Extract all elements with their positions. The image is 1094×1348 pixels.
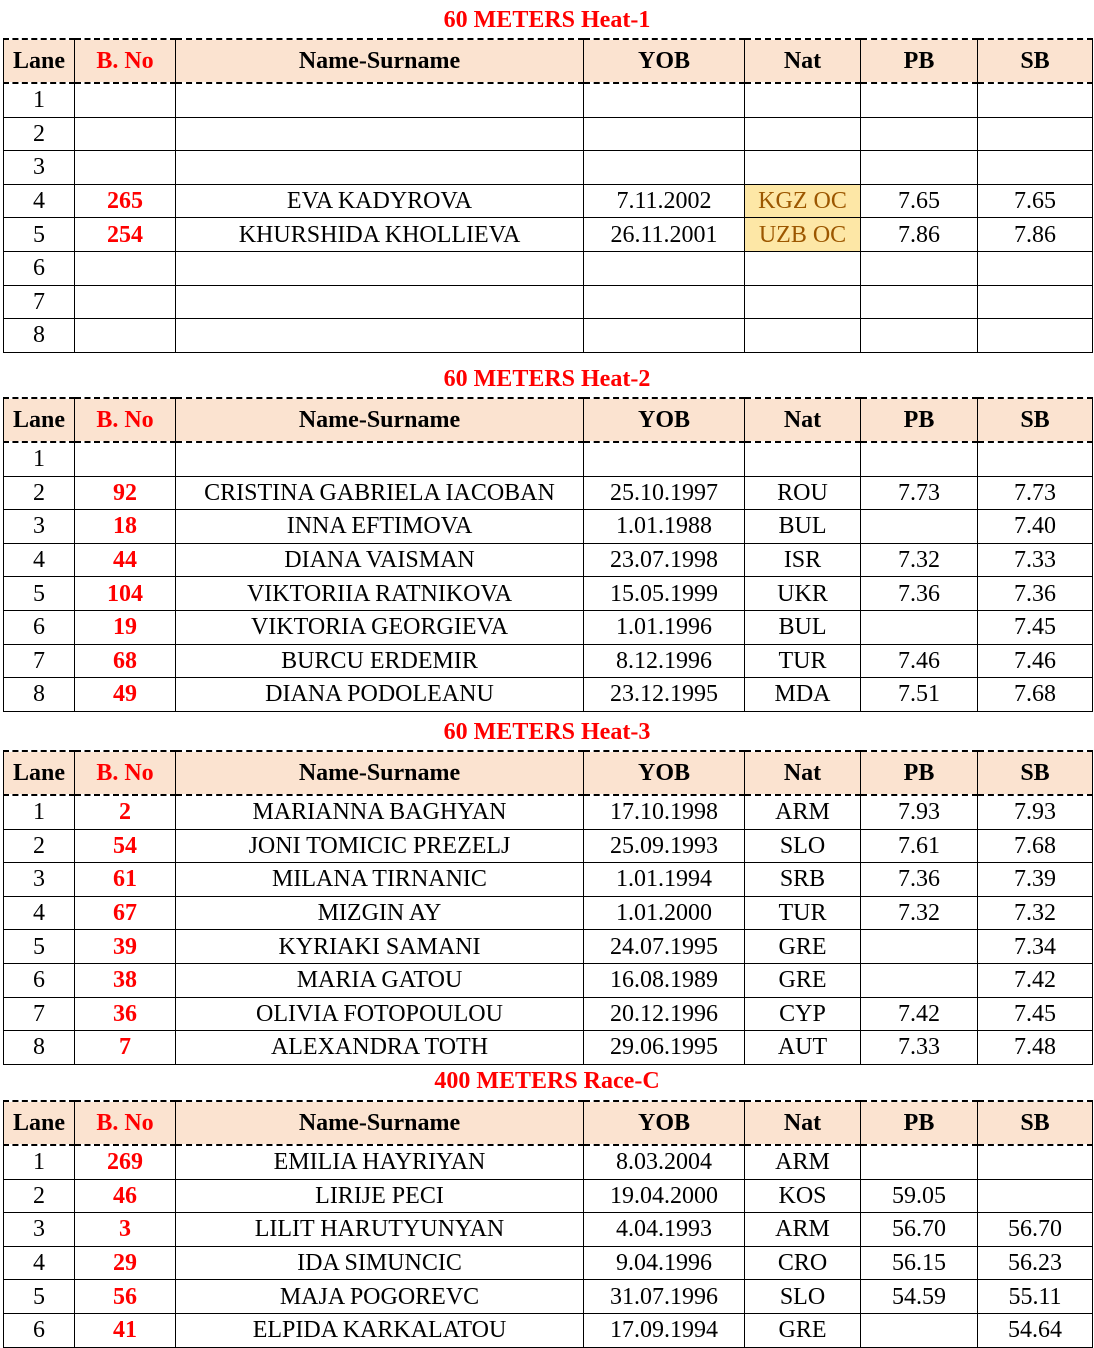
nat-cell: KOS	[745, 1179, 861, 1213]
pb-cell	[861, 510, 978, 544]
yob-header: YOB	[584, 1101, 745, 1145]
bib-number-cell: 54	[75, 829, 176, 863]
sb-cell	[978, 285, 1093, 319]
sb-cell	[978, 151, 1093, 185]
nat-header: Nat	[745, 398, 861, 442]
sb-cell: 7.32	[978, 896, 1093, 930]
sb-cell: 56.70	[978, 1213, 1093, 1247]
table-row	[4, 795, 1093, 829]
table-row	[4, 1246, 1093, 1280]
pb-cell: 7.65	[861, 184, 978, 218]
table-row	[4, 678, 1093, 712]
yob-header: YOB	[584, 398, 745, 442]
yob-cell	[584, 83, 745, 117]
name-cell: INNA EFTIMOVA	[176, 510, 584, 544]
lane-cell: 8	[4, 319, 75, 353]
nat-header: Nat	[745, 751, 861, 795]
yob-cell: 1.01.1996	[584, 610, 745, 644]
yob-cell	[584, 285, 745, 319]
lane-header: Lane	[4, 398, 75, 442]
sb-cell	[978, 319, 1093, 353]
lane-cell: 7	[4, 644, 75, 678]
yob-cell: 8.03.2004	[584, 1145, 745, 1179]
lane-cell: 7	[4, 285, 75, 319]
nat-cell: BUL	[745, 510, 861, 544]
nat-cell: BUL	[745, 610, 861, 644]
name-cell: CRISTINA GABRIELA IACOBAN	[176, 476, 584, 510]
bib-number-cell: 56	[75, 1280, 176, 1314]
yob-cell: 29.06.1995	[584, 1031, 745, 1065]
name-cell: MARIA GATOU	[176, 963, 584, 997]
lane-cell: 4	[4, 184, 75, 218]
nat-cell	[745, 117, 861, 151]
name-cell: MIZGIN AY	[176, 896, 584, 930]
lane-cell: 3	[4, 863, 75, 897]
yob-cell: 24.07.1995	[584, 930, 745, 964]
name-header: Name-Surname	[176, 1101, 584, 1145]
nat-cell: MDA	[745, 678, 861, 712]
heat-title: 60 METERS Heat-3	[443, 719, 651, 745]
lane-cell: 6	[4, 251, 75, 285]
nat-cell: CYP	[745, 997, 861, 1031]
sb-cell	[978, 1145, 1093, 1179]
pb-cell: 7.36	[861, 577, 978, 611]
pb-cell: 7.93	[861, 795, 978, 829]
lane-cell: 2	[4, 476, 75, 510]
yob-cell: 25.10.1997	[584, 476, 745, 510]
bib-number-header: B. No	[75, 1101, 176, 1145]
name-cell: MARIANNA BAGHYAN	[176, 795, 584, 829]
table-row	[4, 863, 1093, 897]
yob-cell	[584, 319, 745, 353]
table-row	[4, 930, 1093, 964]
yob-cell: 17.10.1998	[584, 795, 745, 829]
nat-cell: AUT	[745, 1031, 861, 1065]
name-cell: DIANA PODOLEANU	[176, 678, 584, 712]
pb-cell: 7.36	[861, 863, 978, 897]
bib-number-cell: 68	[75, 644, 176, 678]
pb-header: PB	[861, 751, 978, 795]
name-cell: ELPIDA KARKALATOU	[176, 1313, 584, 1347]
lane-cell: 4	[4, 896, 75, 930]
sb-cell	[978, 442, 1093, 476]
bib-number-cell: 265	[75, 184, 176, 218]
name-cell	[176, 319, 584, 353]
sb-header: SB	[978, 398, 1093, 442]
nat-cell	[745, 151, 861, 185]
nat-cell: ROU	[745, 476, 861, 510]
yob-cell: 23.07.1998	[584, 543, 745, 577]
sb-cell: 54.64	[978, 1313, 1093, 1347]
pb-cell	[861, 1313, 978, 1347]
nat-cell: GRE	[745, 930, 861, 964]
name-cell	[176, 442, 584, 476]
nat-cell: TUR	[745, 644, 861, 678]
pb-cell: 7.73	[861, 476, 978, 510]
nat-cell	[745, 251, 861, 285]
pb-cell: 7.33	[861, 1031, 978, 1065]
pb-cell	[861, 442, 978, 476]
pb-cell	[861, 1145, 978, 1179]
nat-cell: ARM	[745, 1213, 861, 1247]
bib-number-cell: 2	[75, 795, 176, 829]
pb-cell: 56.15	[861, 1246, 978, 1280]
sb-cell	[978, 117, 1093, 151]
lane-cell: 8	[4, 678, 75, 712]
yob-cell: 1.01.1988	[584, 510, 745, 544]
lane-cell: 2	[4, 829, 75, 863]
nat-cell: UKR	[745, 577, 861, 611]
lane-cell: 7	[4, 997, 75, 1031]
pb-cell: 7.46	[861, 644, 978, 678]
bib-number-cell: 36	[75, 997, 176, 1031]
bib-number-cell: 49	[75, 678, 176, 712]
bib-number-cell	[75, 83, 176, 117]
pb-header: PB	[861, 398, 978, 442]
nat-cell	[745, 319, 861, 353]
table-row	[4, 218, 1093, 252]
bib-number-header: B. No	[75, 751, 176, 795]
name-cell: MILANA TIRNANIC	[176, 863, 584, 897]
pb-cell: 7.51	[861, 678, 978, 712]
yob-cell: 1.01.1994	[584, 863, 745, 897]
pb-header: PB	[861, 1101, 978, 1145]
nat-cell: ISR	[745, 543, 861, 577]
table-row	[4, 184, 1093, 218]
name-cell: EMILIA HAYRIYAN	[176, 1145, 584, 1179]
bib-number-header: B. No	[75, 398, 176, 442]
pb-cell: 7.61	[861, 829, 978, 863]
nat-cell: UZB OC	[745, 218, 861, 252]
lane-cell: 5	[4, 1280, 75, 1314]
yob-cell: 7.11.2002	[584, 184, 745, 218]
sb-header: SB	[978, 751, 1093, 795]
name-header: Name-Surname	[176, 398, 584, 442]
table-row	[4, 151, 1093, 185]
table-row	[4, 117, 1093, 151]
yob-cell: 1.01.2000	[584, 896, 745, 930]
name-cell: BURCU ERDEMIR	[176, 644, 584, 678]
heat-table	[3, 750, 1093, 1065]
heat-title: 60 METERS Heat-2	[443, 366, 651, 392]
bib-number-cell: 44	[75, 543, 176, 577]
heat-table	[3, 38, 1093, 353]
bib-number-cell: 18	[75, 510, 176, 544]
lane-cell: 1	[4, 795, 75, 829]
nat-cell: GRE	[745, 1313, 861, 1347]
pb-cell	[861, 285, 978, 319]
yob-cell	[584, 117, 745, 151]
lane-cell: 1	[4, 1145, 75, 1179]
table-row	[4, 319, 1093, 353]
yob-cell	[584, 251, 745, 285]
pb-cell	[861, 930, 978, 964]
heat-table	[3, 1100, 1093, 1348]
yob-cell: 8.12.1996	[584, 644, 745, 678]
sb-cell: 7.39	[978, 863, 1093, 897]
bib-number-cell	[75, 151, 176, 185]
pb-cell: 54.59	[861, 1280, 978, 1314]
pb-cell: 7.32	[861, 543, 978, 577]
lane-cell: 5	[4, 930, 75, 964]
lane-cell: 5	[4, 218, 75, 252]
pb-cell: 7.42	[861, 997, 978, 1031]
name-cell: JONI TOMICIC PREZELJ	[176, 829, 584, 863]
name-cell: DIANA VAISMAN	[176, 543, 584, 577]
name-cell: VIKTORIIA RATNIKOVA	[176, 577, 584, 611]
sb-cell: 7.73	[978, 476, 1093, 510]
pb-cell	[861, 83, 978, 117]
table-row	[4, 1145, 1093, 1179]
pb-cell	[861, 117, 978, 151]
name-header: Name-Surname	[176, 751, 584, 795]
bib-number-cell: 7	[75, 1031, 176, 1065]
lane-cell: 3	[4, 1213, 75, 1247]
name-cell: EVA KADYROVA	[176, 184, 584, 218]
table-row	[4, 577, 1093, 611]
sb-cell: 7.65	[978, 184, 1093, 218]
bib-number-cell: 41	[75, 1313, 176, 1347]
table-row	[4, 1213, 1093, 1247]
lane-cell: 3	[4, 510, 75, 544]
pb-cell	[861, 610, 978, 644]
name-cell: MAJA POGOREVC	[176, 1280, 584, 1314]
table-row	[4, 476, 1093, 510]
nat-cell: SLO	[745, 1280, 861, 1314]
table-row	[4, 251, 1093, 285]
name-cell: LILIT HARUTYUNYAN	[176, 1213, 584, 1247]
sb-cell	[978, 1179, 1093, 1213]
yob-header: YOB	[584, 751, 745, 795]
nat-header: Nat	[745, 1101, 861, 1145]
table-row	[4, 1280, 1093, 1314]
lane-cell: 1	[4, 83, 75, 117]
lane-cell: 8	[4, 1031, 75, 1065]
sb-cell: 7.40	[978, 510, 1093, 544]
nat-cell	[745, 285, 861, 319]
name-cell	[176, 151, 584, 185]
bib-number-cell: 269	[75, 1145, 176, 1179]
pb-cell	[861, 963, 978, 997]
lane-cell: 6	[4, 610, 75, 644]
bib-number-cell: 29	[75, 1246, 176, 1280]
lane-cell: 4	[4, 1246, 75, 1280]
yob-cell: 19.04.2000	[584, 1179, 745, 1213]
lane-header: Lane	[4, 1101, 75, 1145]
lane-cell: 6	[4, 963, 75, 997]
pb-cell: 7.32	[861, 896, 978, 930]
lane-cell: 5	[4, 577, 75, 611]
nat-cell: SRB	[745, 863, 861, 897]
sb-cell: 7.42	[978, 963, 1093, 997]
name-cell: KHURSHIDA KHOLLIEVA	[176, 218, 584, 252]
sb-cell: 7.33	[978, 543, 1093, 577]
bib-number-cell	[75, 251, 176, 285]
yob-header: YOB	[584, 39, 745, 83]
table-row	[4, 285, 1093, 319]
sb-cell: 7.36	[978, 577, 1093, 611]
sb-cell: 7.45	[978, 610, 1093, 644]
bib-number-header: B. No	[75, 39, 176, 83]
bib-number-cell: 39	[75, 930, 176, 964]
table-row	[4, 963, 1093, 997]
lane-cell: 2	[4, 117, 75, 151]
name-cell	[176, 83, 584, 117]
heat-table	[3, 397, 1093, 712]
table-row	[4, 83, 1093, 117]
sb-cell	[978, 251, 1093, 285]
table-row	[4, 997, 1093, 1031]
bib-number-cell	[75, 319, 176, 353]
nat-cell: ARM	[745, 1145, 861, 1179]
pb-cell: 7.86	[861, 218, 978, 252]
sb-cell: 7.93	[978, 795, 1093, 829]
sb-cell: 7.68	[978, 678, 1093, 712]
bib-number-cell: 92	[75, 476, 176, 510]
heat-title: 400 METERS Race-C	[434, 1068, 660, 1094]
yob-cell: 23.12.1995	[584, 678, 745, 712]
name-cell: KYRIAKI SAMANI	[176, 930, 584, 964]
lane-header: Lane	[4, 751, 75, 795]
heat-title: 60 METERS Heat-1	[443, 7, 651, 33]
lane-header: Lane	[4, 39, 75, 83]
bib-number-cell: 61	[75, 863, 176, 897]
table-row	[4, 644, 1093, 678]
pb-header: PB	[861, 39, 978, 83]
name-cell: LIRIJE PECI	[176, 1179, 584, 1213]
bib-number-cell	[75, 117, 176, 151]
pb-cell: 59.05	[861, 1179, 978, 1213]
sb-cell: 7.34	[978, 930, 1093, 964]
sb-cell: 7.45	[978, 997, 1093, 1031]
yob-cell: 15.05.1999	[584, 577, 745, 611]
nat-cell	[745, 83, 861, 117]
bib-number-cell	[75, 285, 176, 319]
sb-cell: 7.68	[978, 829, 1093, 863]
sb-cell: 7.48	[978, 1031, 1093, 1065]
name-cell	[176, 285, 584, 319]
bib-number-cell: 67	[75, 896, 176, 930]
pb-cell	[861, 319, 978, 353]
nat-cell	[745, 442, 861, 476]
bib-number-cell: 19	[75, 610, 176, 644]
sb-cell: 7.86	[978, 218, 1093, 252]
pb-cell	[861, 251, 978, 285]
table-row	[4, 1031, 1093, 1065]
yob-cell: 16.08.1989	[584, 963, 745, 997]
bib-number-cell	[75, 442, 176, 476]
yob-cell: 17.09.1994	[584, 1313, 745, 1347]
sb-header: SB	[978, 39, 1093, 83]
name-cell	[176, 251, 584, 285]
yob-cell: 4.04.1993	[584, 1213, 745, 1247]
bib-number-cell: 254	[75, 218, 176, 252]
yob-cell: 9.04.1996	[584, 1246, 745, 1280]
yob-cell	[584, 151, 745, 185]
bib-number-cell: 3	[75, 1213, 176, 1247]
pb-cell: 56.70	[861, 1213, 978, 1247]
bib-number-cell: 46	[75, 1179, 176, 1213]
yob-cell	[584, 442, 745, 476]
nat-cell: CRO	[745, 1246, 861, 1280]
table-row	[4, 896, 1093, 930]
name-cell: ALEXANDRA TOTH	[176, 1031, 584, 1065]
table-row	[4, 543, 1093, 577]
yob-cell: 26.11.2001	[584, 218, 745, 252]
table-row	[4, 442, 1093, 476]
sb-cell	[978, 83, 1093, 117]
lane-cell: 4	[4, 543, 75, 577]
nat-cell: TUR	[745, 896, 861, 930]
table-row	[4, 610, 1093, 644]
table-row	[4, 829, 1093, 863]
bib-number-cell: 38	[75, 963, 176, 997]
nat-cell: GRE	[745, 963, 861, 997]
name-header: Name-Surname	[176, 39, 584, 83]
table-row	[4, 1179, 1093, 1213]
sb-cell: 56.23	[978, 1246, 1093, 1280]
lane-cell: 6	[4, 1313, 75, 1347]
lane-cell: 2	[4, 1179, 75, 1213]
name-cell: OLIVIA FOTOPOULOU	[176, 997, 584, 1031]
name-cell: VIKTORIA GEORGIEVA	[176, 610, 584, 644]
nat-header: Nat	[745, 39, 861, 83]
nat-cell: KGZ OC	[745, 184, 861, 218]
bib-number-cell: 104	[75, 577, 176, 611]
sb-cell: 55.11	[978, 1280, 1093, 1314]
lane-cell: 1	[4, 442, 75, 476]
nat-cell: ARM	[745, 795, 861, 829]
pb-cell	[861, 151, 978, 185]
yob-cell: 25.09.1993	[584, 829, 745, 863]
name-cell	[176, 117, 584, 151]
table-row	[4, 510, 1093, 544]
yob-cell: 20.12.1996	[584, 997, 745, 1031]
yob-cell: 31.07.1996	[584, 1280, 745, 1314]
nat-cell: SLO	[745, 829, 861, 863]
sb-cell: 7.46	[978, 644, 1093, 678]
name-cell: IDA SIMUNCIC	[176, 1246, 584, 1280]
sb-header: SB	[978, 1101, 1093, 1145]
lane-cell: 3	[4, 151, 75, 185]
table-row	[4, 1313, 1093, 1347]
